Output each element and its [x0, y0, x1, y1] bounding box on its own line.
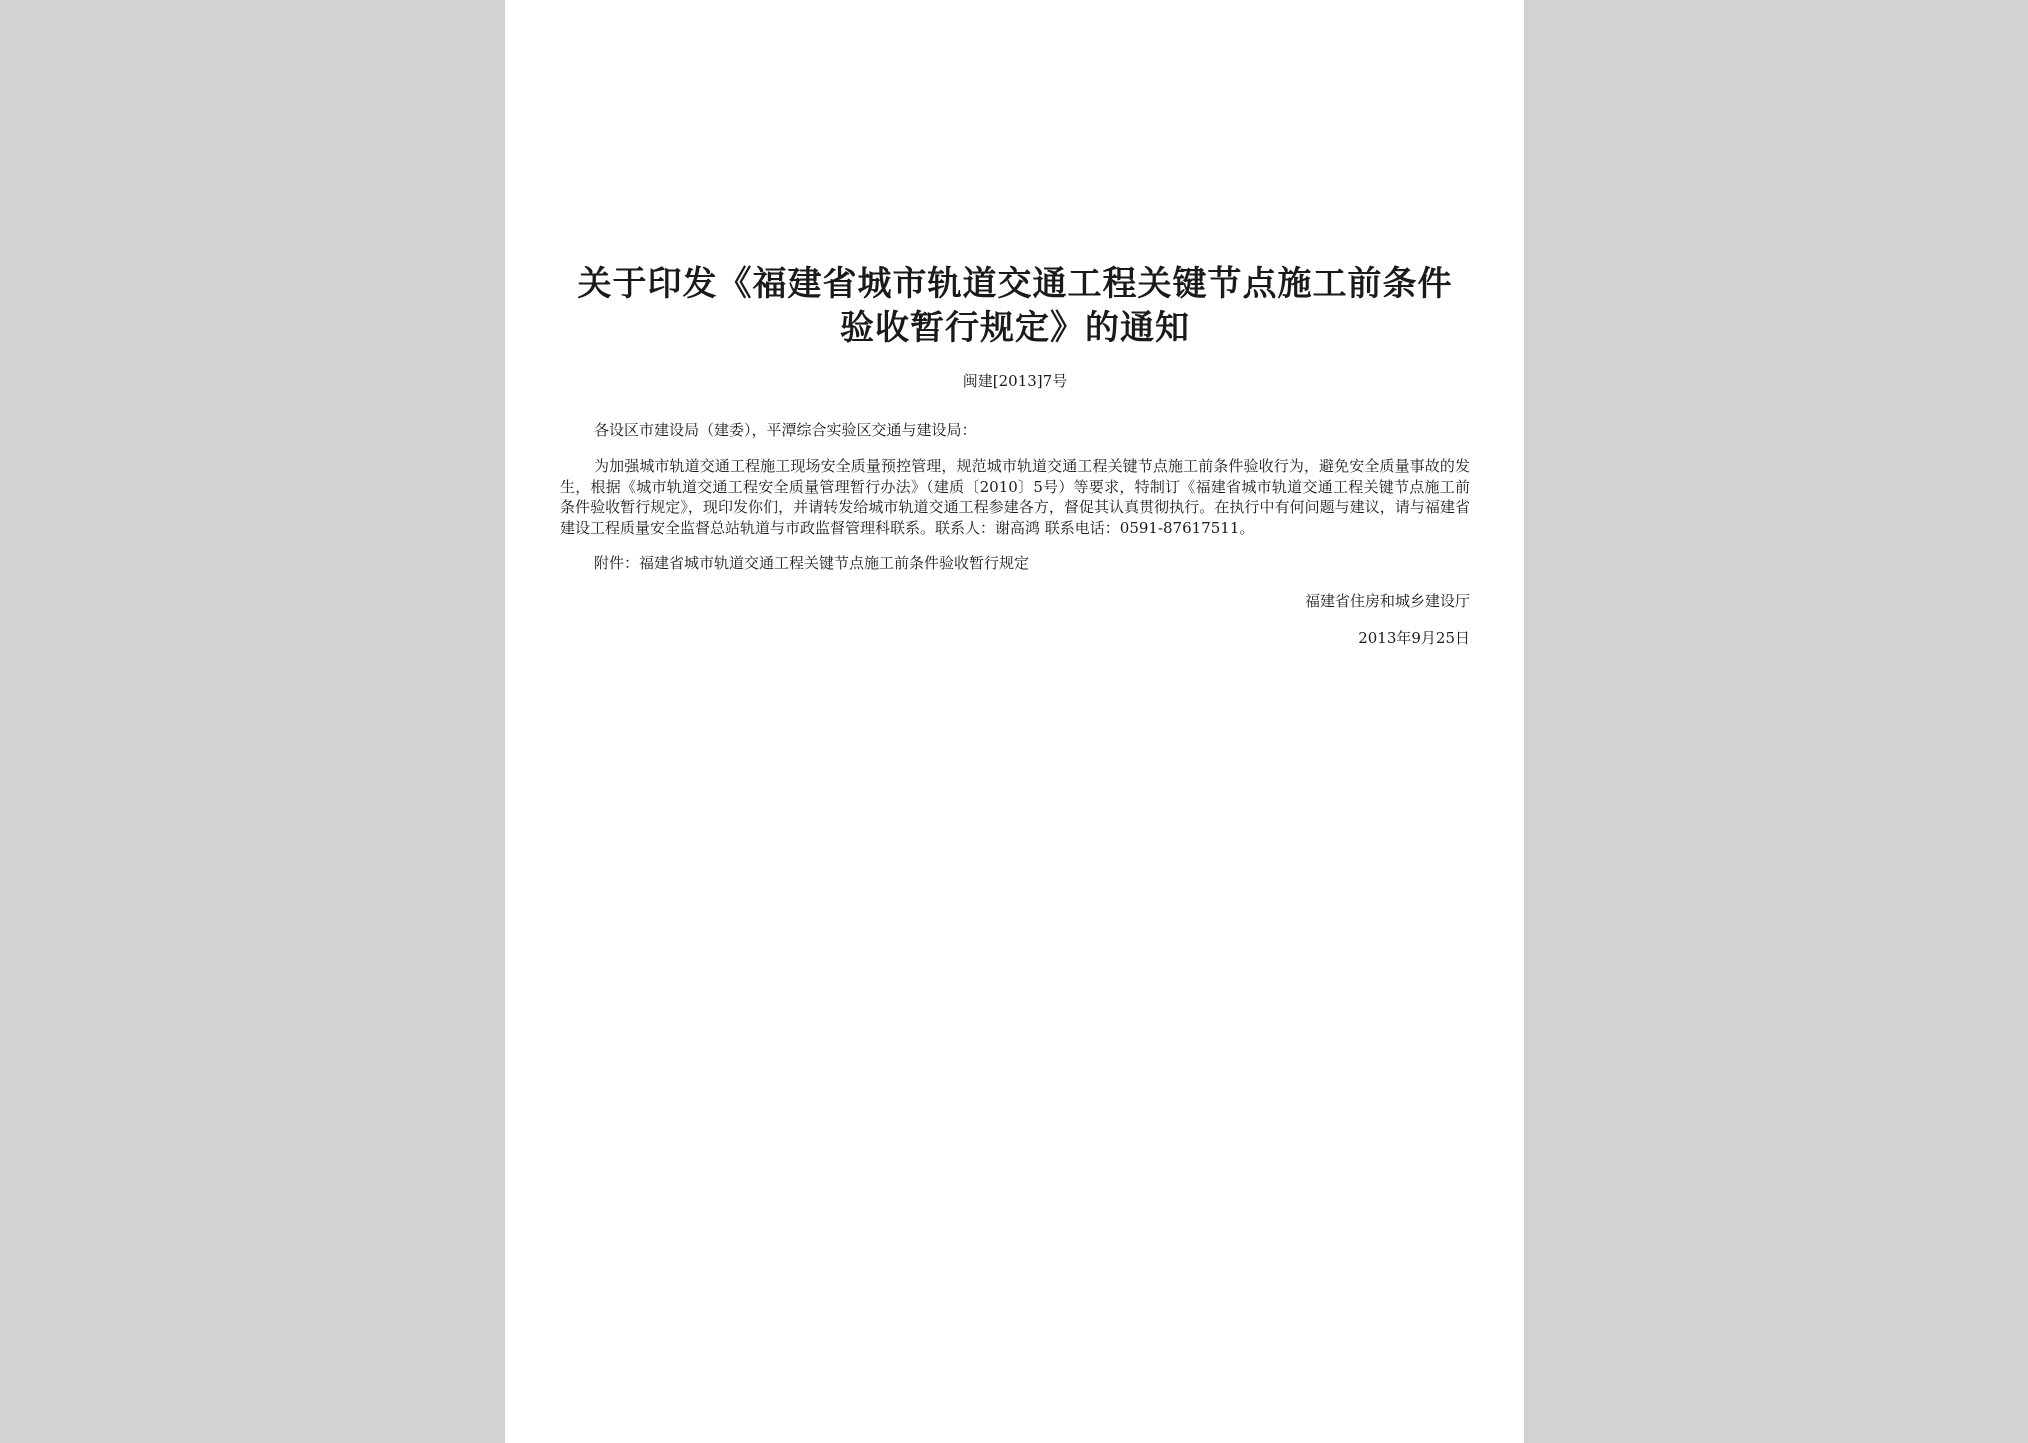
document-title: 关于印发《福建省城市轨道交通工程关键节点施工前条件验收暂行规定》的通知 — [577, 264, 1453, 348]
body-paragraph: 为加强城市轨道交通工程施工现场安全质量预控管理，规范城市轨道交通工程关键节点施工前条件验收行为，避免安全质量事故的发生，根据《城市轨道交通工程安全质量管理暂行办法》（建质〔2010〕5号）等要求，特制订《福建省城市轨道交通工程关键节点施工前条件验收暂行规定》，现印发你们，并请转发给城市轨道交通工程参建各方，督促其认真贯彻执行。在执行中有何问题与建议，请与福建省建设工程质量安全监督总站轨道与市政监督管理科联系。联系人：谢高鸿 联系电话：0591-87617511。 — [560, 457, 1470, 537]
salutation: 各设区市建设局（建委），平潭综合实验区交通与建设局： — [594, 421, 977, 439]
document-page — [505, 0, 1524, 1443]
attachment-line: 附件：福建省城市轨道交通工程关键节点施工前条件验收暂行规定 — [594, 554, 1030, 572]
issue-date: 2013年9月25日 — [1358, 629, 1470, 647]
document-number: 闽建[2013]7号 — [962, 372, 1068, 390]
issuer-signature: 福建省住房和城乡建设厅 — [1304, 592, 1470, 610]
document-content — [560, 262, 1470, 648]
